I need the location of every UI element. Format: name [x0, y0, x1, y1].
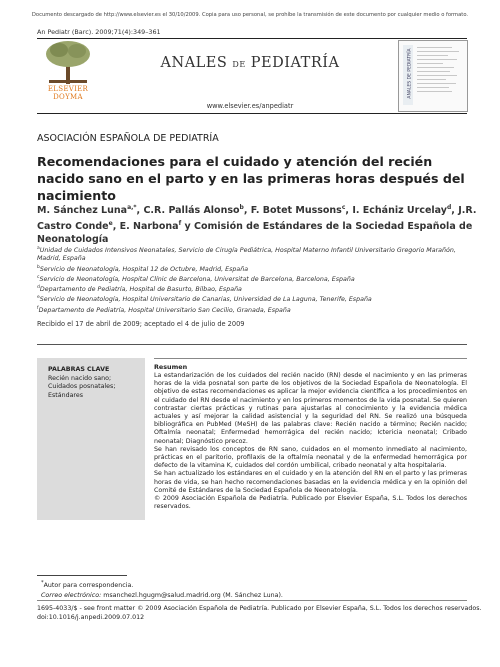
author-sup: b — [239, 204, 244, 211]
bottom-rule — [37, 600, 467, 601]
affiliation-sup: e — [37, 295, 40, 301]
abstract-body — [154, 372, 467, 511]
banner-top-rule — [37, 38, 467, 39]
issn-line: 1695-4033/$ - see front matter © 2009 Asociación Española de Pediatría. Publicado por Elsevier España, S.L. Todos los derechos reservados. — [37, 605, 482, 612]
tree-logo-icon — [41, 40, 95, 86]
keywords-title: PALABRAS CLAVE — [48, 366, 110, 373]
author-list: M. Sánchez Luna$^{a,*}$, C.R. Pallás Alonso$^b$, F. Botet Mussons$^c$, I. Echániz Urcelay$^d$, J.R. Castro Conde$^e$, E. Narbona$^f$ y Comisión de Estándares de la Sociedad Española de Neonatología — [37, 204, 477, 246]
email-tail: (M. Sánchez Luna). — [222, 592, 283, 600]
keywords-list — [48, 375, 115, 400]
doi-link[interactable]: doi:10.1016/j.anpedi.2009.07.012 — [37, 614, 145, 621]
abstract-paragraph: Se han actualizado los estándares en el cuidado y en la atención del RN en el parto y las primeras horas de vida, se han hecho recomendaciones basadas en la evidencia médica y en la opinión del Comité de Estándares de la Sociedad Española de Neonatología. — [154, 470, 467, 494]
affiliation-sup: f — [37, 305, 39, 311]
keywords-box — [37, 358, 145, 520]
author-name[interactable]: F. Botet Mussons — [250, 205, 342, 217]
footnote-marker: * — [41, 580, 44, 586]
corresponding-footnote — [41, 578, 283, 601]
affiliation-text: Unidad de Cuidados Intensivos Neonatales, Servicio de Cirugía Pediátrica, Hospital Materno Infantil Universitario Gregorio Marañón, Madrid, España — [37, 247, 456, 263]
abstract-heading: Resumen — [154, 363, 188, 371]
author-name[interactable]: M. Sánchez Luna — [37, 205, 128, 217]
issn-block — [37, 604, 482, 622]
affiliation — [37, 294, 467, 304]
elsevier-logo — [37, 40, 99, 104]
cover-text-lines — [417, 47, 461, 95]
email-label: Correo electrónico: — [41, 592, 102, 600]
affiliation-text: Departamento de Pediatría, Hospital de Basurto, Bilbao, España — [39, 286, 242, 294]
abstract-paragraph: © 2009 Asociación Española de Pediatría. Publicado por Elsevier España, S.L. Todos los derechos reservados. — [154, 495, 467, 511]
affiliation — [37, 264, 467, 274]
section-divider — [37, 344, 467, 345]
affiliations — [37, 245, 467, 315]
affiliation-text: Servicio de Neonatología, Hospital Clínic de Barcelona, Universitat de Barcelona, Barcelona, España — [39, 275, 355, 283]
affiliation — [37, 274, 467, 284]
author-sup: a,* — [127, 204, 137, 211]
author-sup: c — [341, 204, 346, 211]
author-name[interactable]: E. Narbona — [119, 221, 179, 233]
journal-url[interactable]: www.elsevier.es/anpediatr — [206, 102, 294, 110]
authors-committee: y Comisión de Estándares de la Sociedad Española de Neonatología — [37, 221, 473, 246]
affiliation-sup: d — [37, 285, 40, 291]
elsevier-wordmark: ELSEVIER — [47, 85, 89, 93]
affiliation-text: Servicio de Neonatología, Hospital Universitario de Canarias, Universidad de La Laguna, Tenerife, España — [39, 296, 372, 304]
keyword-item: Estándares — [48, 391, 84, 399]
keyword-item: Cuidados posnatales; — [48, 383, 116, 391]
affiliation-sup: c — [37, 274, 40, 280]
download-notice: Documento descargado de http://www.elsevier.es el 30/10/2009. Copia para uso personal, se prohíbe la transmisión de este documento por cualquier medio o formato. — [31, 12, 469, 18]
affiliation-text: Departamento de Pediatría, Hospital Universitario San Cecilio, Granada, España — [38, 306, 291, 314]
affiliation — [37, 305, 467, 315]
doyma-wordmark: DOYMA — [53, 93, 83, 101]
author-name[interactable]: I. Echániz Urcelay — [352, 205, 447, 217]
author-name[interactable]: C.R. Pallás Alonso — [143, 205, 240, 217]
author-name[interactable]: J.R. Castro Conde — [37, 205, 477, 233]
cover-spine — [403, 45, 413, 105]
abstract-rule — [154, 358, 467, 359]
author-sup: e — [108, 220, 113, 228]
received-dates: Recibido el 17 de abril de 2009; aceptado el 4 de julio de 2009 — [37, 320, 245, 328]
cover-spine-text: ANALES DE PEDIATRÍA — [407, 48, 413, 99]
journal-cover-thumbnail — [398, 40, 468, 112]
abstract-paragraph: La estandarización de los cuidados del recién nacido (RN) desde el nacimiento y en las primeras horas de la vida posnatal son parte de los objetivos de la Sociedad Española de Neonatología. El objetivo de estas recomendaciones es aplicar la mejor evidencia científica a los procedimientos en el cuidado del RN desde el nacimiento y en los primeros momentos de la vida posnatal. Se quieren contrastar ciertas prácticas y rutinas para ajustarlas al conocimiento y la evidencia médica actuales y así mejorar la calidad asistencial y la seguridad del RN. Se realizó una búsqueda bibliográfica en PubMed (MeSH) de las palabras clave: Recién nacido a término; Recién nacido; Oftalmía neonatal; Enfermedad hemorrágica del recién nacido; Ictericia neonatal; Cribado neonatal; Diagnóstico precoz. — [154, 372, 467, 445]
affiliation — [37, 284, 467, 294]
journal-title-small: DE — [232, 60, 246, 69]
article-title: Recomendaciones para el cuidado y atención del recién nacido sano en el parto y en las primeras horas después del nacimiento — [37, 154, 465, 203]
footnote-rule — [37, 575, 127, 576]
corresponding-label: Autor para correspondencia. — [43, 582, 134, 590]
society-name: ASOCIACIÓN ESPAÑOLA DE PEDIATRÍA — [37, 133, 219, 144]
banner-bottom-rule — [37, 113, 467, 114]
journal-title-right: PEDIATRÍA — [250, 55, 340, 71]
keyword-item: Recién nacido sano; — [48, 375, 112, 382]
journal-title — [135, 55, 365, 71]
author-sup: d — [446, 204, 452, 211]
abstract-paragraph: Se han revisado los conceptos de RN sano, cuidados en el momento inmediato al nacimiento, prácticas en el paritorio, profilaxis de la oftalmía neonatal y de la enfermedad hemorrágica por defecto de la vitamina K, cuidados del cordón umbilical, cribado neonatal y alta hospitalaria. — [154, 445, 467, 470]
affiliation — [37, 245, 467, 264]
affiliation-sup: b — [37, 264, 40, 270]
affiliation-sup: a — [37, 246, 40, 251]
author-email-link[interactable]: msanchezl.hgugm@salud.madrid.org — [103, 592, 221, 600]
affiliation-text: Servicio de Neonatología, Hospital 12 de Octubre, Madrid, España — [39, 265, 249, 273]
author-sup: f — [178, 220, 182, 228]
journal-reference: An Pediatr (Barc). 2009;71(4):349–361 — [37, 28, 161, 36]
journal-title-left: ANALES — [160, 55, 228, 71]
